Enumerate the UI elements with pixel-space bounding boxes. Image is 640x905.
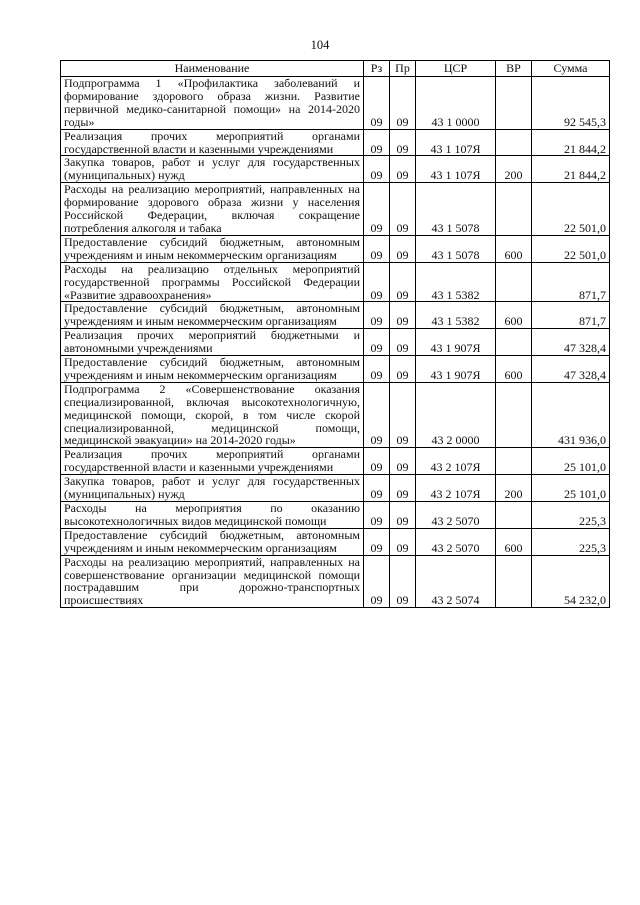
row-vr (496, 262, 532, 302)
row-csr: 43 2 107Я (416, 475, 496, 502)
row-pr: 09 (390, 77, 416, 130)
row-pr: 09 (390, 235, 416, 262)
table-row (61, 129, 610, 156)
row-sum: 25 101,0 (532, 475, 610, 502)
row-vr (496, 329, 532, 356)
row-name: Расходы на реализацию мероприятий, направленных на формирование здорового образа жизни у населения Российской Федерации, включая сокращение потребления алкоголя и табака (61, 183, 364, 236)
row-pr: 09 (390, 329, 416, 356)
row-pr: 09 (390, 475, 416, 502)
header-name: Наименование (61, 61, 364, 77)
row-vr (496, 448, 532, 475)
row-sum: 22 501,0 (532, 235, 610, 262)
row-csr: 43 1 5382 (416, 302, 496, 329)
row-sum: 21 844,2 (532, 129, 610, 156)
row-csr: 43 1 107Я (416, 156, 496, 183)
row-sum: 871,7 (532, 302, 610, 329)
table-row (61, 528, 610, 555)
row-rz: 09 (364, 555, 390, 608)
row-pr: 09 (390, 448, 416, 475)
row-rz: 09 (364, 448, 390, 475)
row-pr: 09 (390, 183, 416, 236)
row-name: Подпрограмма 2 «Совершенствование оказания специализированной, включая высокотехнологичную, медицинской помощи, скорой, в том числе скорой специализированной, медицинской помощи, медицинской эвакуации» на 2014-2020 годы» (61, 382, 364, 448)
row-name: Закупка товаров, работ и услуг для государственных (муниципальных) нужд (61, 156, 364, 183)
table-header-row (61, 61, 610, 77)
row-vr (496, 77, 532, 130)
row-vr (496, 555, 532, 608)
row-pr: 09 (390, 302, 416, 329)
row-csr: 43 2 5074 (416, 555, 496, 608)
table-row (61, 77, 610, 130)
table-row (61, 356, 610, 383)
row-rz: 09 (364, 77, 390, 130)
row-sum: 22 501,0 (532, 183, 610, 236)
row-rz: 09 (364, 475, 390, 502)
row-name: Подпрограмма 1 «Профилактика заболеваний и формирование здорового образа жизни. Развитие первичной медико-санитарной помощи» на 2014-2020 годы» (61, 77, 364, 130)
row-csr: 43 2 0000 (416, 382, 496, 448)
table-row (61, 262, 610, 302)
row-csr: 43 2 5070 (416, 528, 496, 555)
row-csr: 43 1 5078 (416, 183, 496, 236)
row-rz: 09 (364, 262, 390, 302)
row-sum: 21 844,2 (532, 156, 610, 183)
row-pr: 09 (390, 502, 416, 529)
row-sum: 871,7 (532, 262, 610, 302)
row-csr: 43 2 5070 (416, 502, 496, 529)
row-vr: 600 (496, 528, 532, 555)
row-rz: 09 (364, 382, 390, 448)
row-name: Предоставление субсидий бюджетным, автономным учреждениям и иным некоммерческим организациям (61, 302, 364, 329)
table-row (61, 156, 610, 183)
header-vr: ВР (496, 61, 532, 77)
row-rz: 09 (364, 235, 390, 262)
row-rz: 09 (364, 129, 390, 156)
row-sum: 54 232,0 (532, 555, 610, 608)
row-csr: 43 1 5078 (416, 235, 496, 262)
row-csr: 43 1 907Я (416, 356, 496, 383)
table-row (61, 329, 610, 356)
row-vr: 600 (496, 302, 532, 329)
row-pr: 09 (390, 555, 416, 608)
row-name: Реализация прочих мероприятий органами государственной власти и казенными учреждениями (61, 129, 364, 156)
row-vr (496, 183, 532, 236)
row-csr: 43 1 0000 (416, 77, 496, 130)
row-name: Предоставление субсидий бюджетным, автономным учреждениям и иным некоммерческим организациям (61, 528, 364, 555)
row-name: Закупка товаров, работ и услуг для государственных (муниципальных) нужд (61, 475, 364, 502)
row-pr: 09 (390, 129, 416, 156)
row-sum: 225,3 (532, 502, 610, 529)
row-csr: 43 1 107Я (416, 129, 496, 156)
row-name: Расходы на мероприятия по оказанию высокотехнологичных видов медицинской помощи (61, 502, 364, 529)
row-name: Расходы на реализацию отдельных мероприятий государственной программы Российской Федерации «Развитие здравоохранения» (61, 262, 364, 302)
row-pr: 09 (390, 262, 416, 302)
row-vr: 200 (496, 475, 532, 502)
row-rz: 09 (364, 356, 390, 383)
row-vr: 600 (496, 235, 532, 262)
row-name: Предоставление субсидий бюджетным, автономным учреждениям и иным некоммерческим организациям (61, 356, 364, 383)
row-pr: 09 (390, 356, 416, 383)
table-row (61, 302, 610, 329)
row-csr: 43 1 907Я (416, 329, 496, 356)
row-rz: 09 (364, 302, 390, 329)
header-csr: ЦСР (416, 61, 496, 77)
row-csr: 43 1 5382 (416, 262, 496, 302)
row-pr: 09 (390, 156, 416, 183)
row-sum: 225,3 (532, 528, 610, 555)
header-rz: Рз (364, 61, 390, 77)
row-rz: 09 (364, 156, 390, 183)
row-vr: 600 (496, 356, 532, 383)
table-body (61, 77, 610, 608)
row-rz: 09 (364, 502, 390, 529)
row-name: Реализация прочих мероприятий бюджетными и автономными учреждениями (61, 329, 364, 356)
row-sum: 47 328,4 (532, 356, 610, 383)
row-vr (496, 129, 532, 156)
row-sum: 431 936,0 (532, 382, 610, 448)
table-row (61, 382, 610, 448)
row-rz: 09 (364, 183, 390, 236)
table-row (61, 235, 610, 262)
row-sum: 92 545,3 (532, 77, 610, 130)
row-pr: 09 (390, 528, 416, 555)
row-name: Реализация прочих мероприятий органами государственной власти и казенными учреждениями (61, 448, 364, 475)
row-name: Расходы на реализацию мероприятий, направленных на совершенствование организации медицинской помощи пострадавшим при дорожно-транспортных происшествиях (61, 555, 364, 608)
row-name: Предоставление субсидий бюджетным, автономным учреждениям и иным некоммерческим организациям (61, 235, 364, 262)
row-vr (496, 502, 532, 529)
row-rz: 09 (364, 329, 390, 356)
row-sum: 47 328,4 (532, 329, 610, 356)
row-sum: 25 101,0 (532, 448, 610, 475)
row-pr: 09 (390, 382, 416, 448)
row-csr: 43 2 107Я (416, 448, 496, 475)
budget-table (60, 60, 610, 608)
table-row (61, 448, 610, 475)
header-sum: Сумма (532, 61, 610, 77)
row-rz: 09 (364, 528, 390, 555)
page-number: 104 (310, 38, 330, 52)
header-pr: Пр (390, 61, 416, 77)
table-row (61, 475, 610, 502)
row-vr (496, 382, 532, 448)
table-row (61, 555, 610, 608)
row-vr: 200 (496, 156, 532, 183)
table-row (61, 502, 610, 529)
table-row (61, 183, 610, 236)
